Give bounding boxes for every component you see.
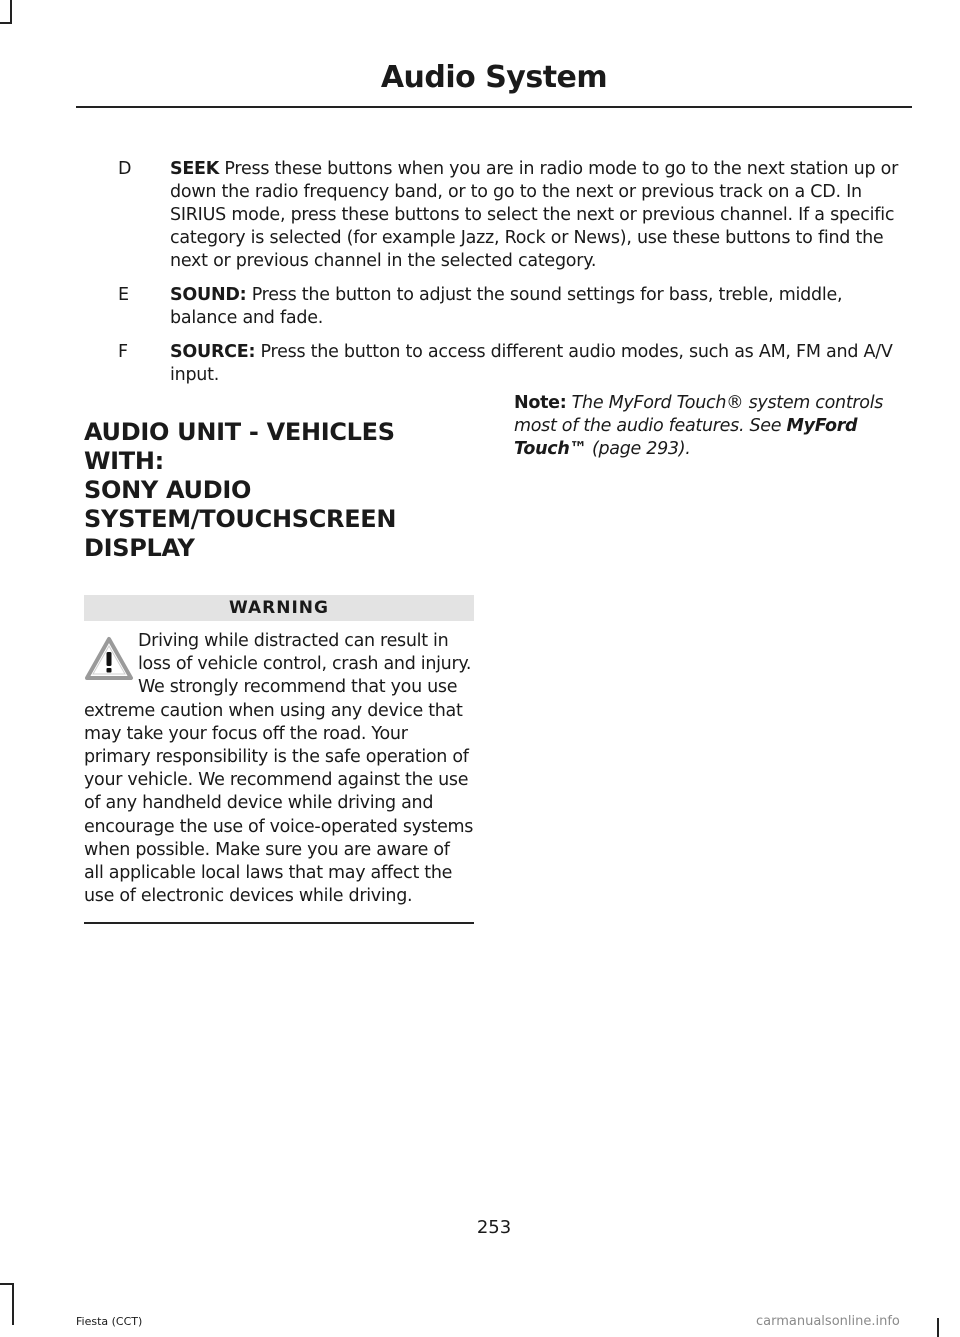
vehicle-model: Fiesta (CCT) — [76, 1315, 143, 1328]
page-title: Audio System — [380, 60, 608, 95]
definition-letter: D — [118, 159, 132, 179]
crop-mark — [12, 1283, 14, 1325]
note-text: The MyFord Touch® system controls most of the audio features. See — [514, 393, 884, 436]
header-divider — [76, 106, 912, 108]
warning-body — [84, 630, 474, 908]
definition-text — [170, 341, 908, 387]
section-heading — [84, 418, 474, 563]
warning-label: WARNING — [84, 595, 474, 621]
warning-text: Driving while distracted can result in loss of vehicle control, crash and injury. We strongly recommend that you use extreme caution when using any device that may take your focus off the road. Your primary responsibility is the safe operation of your vehicle. We recommend against the use of any handheld device while driving and encourage the use of voice-operated systems when possible. Make sure you are aware of all applicable local laws that may affect the use of electronic devices while driving. — [84, 631, 474, 907]
section-heading-line: DISPLAY — [84, 534, 195, 562]
crop-mark — [0, 1283, 14, 1285]
definition-description: Press the button to access different audio modes, such as AM, FM and A/V input. — [170, 342, 893, 385]
definition-list — [118, 158, 908, 398]
warning-triangle-icon — [84, 636, 134, 682]
definition-letter: F — [118, 342, 129, 362]
definition-text — [170, 284, 908, 330]
definition-term: SEEK — [170, 159, 220, 179]
definition-item — [118, 158, 908, 273]
definition-term: SOUND: — [170, 285, 247, 305]
definition-letter: E — [118, 285, 130, 305]
definition-item — [118, 341, 908, 387]
note-label: Note: — [514, 393, 567, 413]
crop-mark — [937, 1318, 939, 1337]
note-block — [514, 392, 910, 461]
definition-text — [170, 158, 908, 273]
page-reference: (page 293). — [586, 439, 691, 459]
section-heading-line: SYSTEM/TOUCHSCREEN — [84, 505, 397, 533]
page-number: 253 — [476, 1217, 512, 1238]
cross-reference-link[interactable]: MyFord Touch™ — [514, 416, 858, 459]
warning-divider — [84, 922, 474, 924]
crop-mark — [10, 0, 12, 24]
definition-term: SOURCE: — [170, 342, 256, 362]
definition-item — [118, 284, 908, 330]
section-heading-line: SONY AUDIO — [84, 476, 252, 504]
left-column — [84, 418, 474, 924]
section-heading-line: AUDIO UNIT - VEHICLES WITH: — [84, 418, 395, 475]
definition-description: Press the button to adjust the sound settings for bass, treble, middle, balance and fade. — [170, 285, 843, 328]
crop-mark — [0, 22, 12, 24]
watermark: carmanualsonline.info — [756, 1314, 900, 1329]
definition-description: Press these buttons when you are in radio mode to go to the next station up or down the radio frequency band, or to go to the next or previous track on a CD. In SIRIUS mode, press these buttons to select the next or previous channel. If a specific category is selected (for example Jazz, Rock or News), use these buttons to find the next or previous channel in the selected category. — [170, 159, 899, 271]
